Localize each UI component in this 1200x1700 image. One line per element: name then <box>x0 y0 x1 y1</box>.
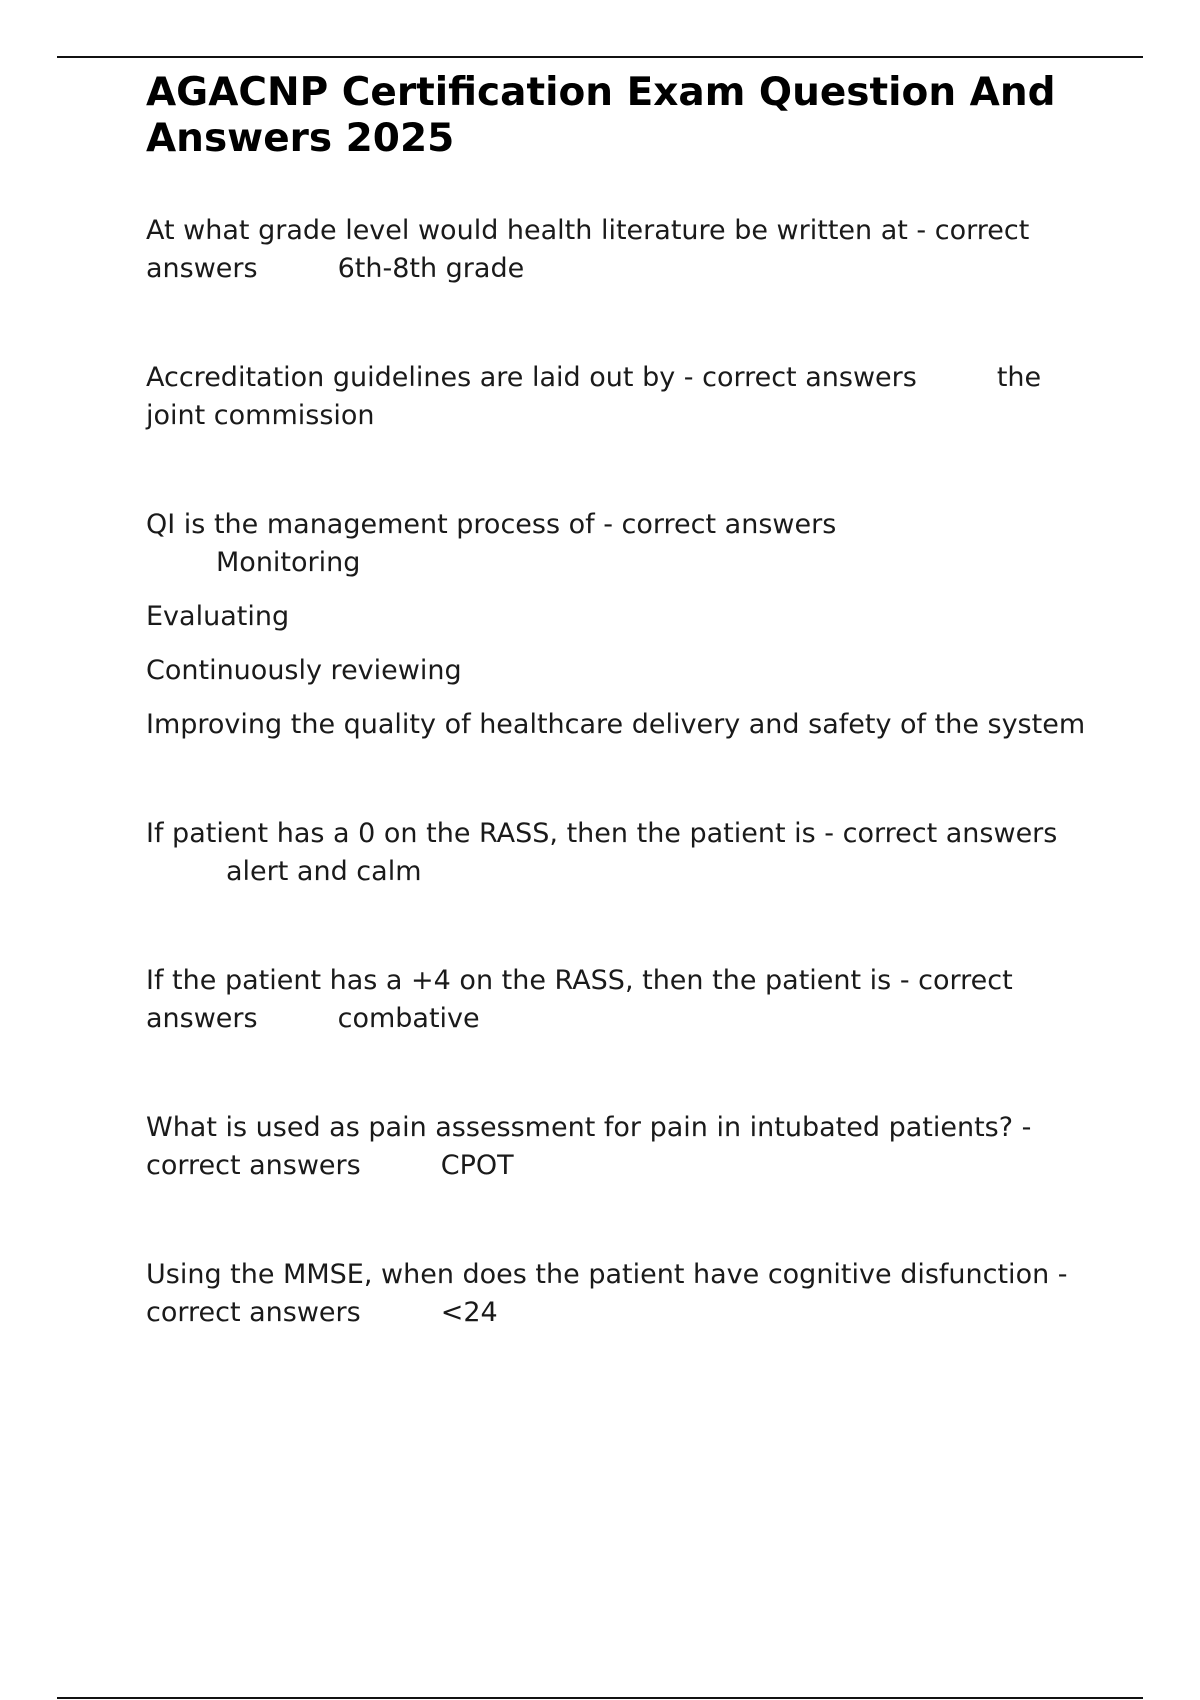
qa-item <box>146 1109 1096 1185</box>
qa-item <box>146 815 1096 891</box>
question-text: QI is the management process of - correct answers <box>146 509 837 540</box>
answer-text: combative <box>337 1003 480 1034</box>
qa-item <box>146 506 1096 744</box>
qa-item <box>146 212 1096 288</box>
qa-item <box>146 359 1096 435</box>
answer-item: Improving the quality of healthcare delivery and safety of the system <box>146 709 1086 740</box>
bottom-rule <box>57 1697 1143 1699</box>
top-rule <box>57 56 1143 58</box>
answer-text: <24 <box>440 1297 498 1328</box>
answer-text: the joint commission <box>146 362 1042 431</box>
question-text: At what grade level would health literature be written at - correct answers <box>146 215 1030 284</box>
answer-text: 6th-8th grade <box>337 253 525 284</box>
qa-item <box>146 1256 1096 1332</box>
question-text: If patient has a 0 on the RASS, then the patient is - correct answers <box>146 818 1058 849</box>
question-text: If the patient has a +4 on the RASS, then the patient is - correct answers <box>146 965 1013 1034</box>
answer-item: Continuously reviewing <box>146 655 462 686</box>
question-text: Accreditation guidelines are laid out by - correct answers <box>146 362 917 393</box>
answer-item: Evaluating <box>146 601 290 632</box>
document-title: AGACNP Certification Exam Question And Answers 2025 <box>146 70 1056 161</box>
answer-text: alert and calm <box>226 856 422 887</box>
question-text: What is used as pain assessment for pain in intubated patients? - correct answers <box>146 1112 1032 1181</box>
answer-text: Monitoring <box>216 547 361 578</box>
document-content <box>146 70 1096 1403</box>
question-text: Using the MMSE, when does the patient have cognitive disfunction - correct answers <box>146 1259 1068 1328</box>
answer-text: CPOT <box>440 1150 514 1181</box>
qa-item <box>146 962 1096 1038</box>
